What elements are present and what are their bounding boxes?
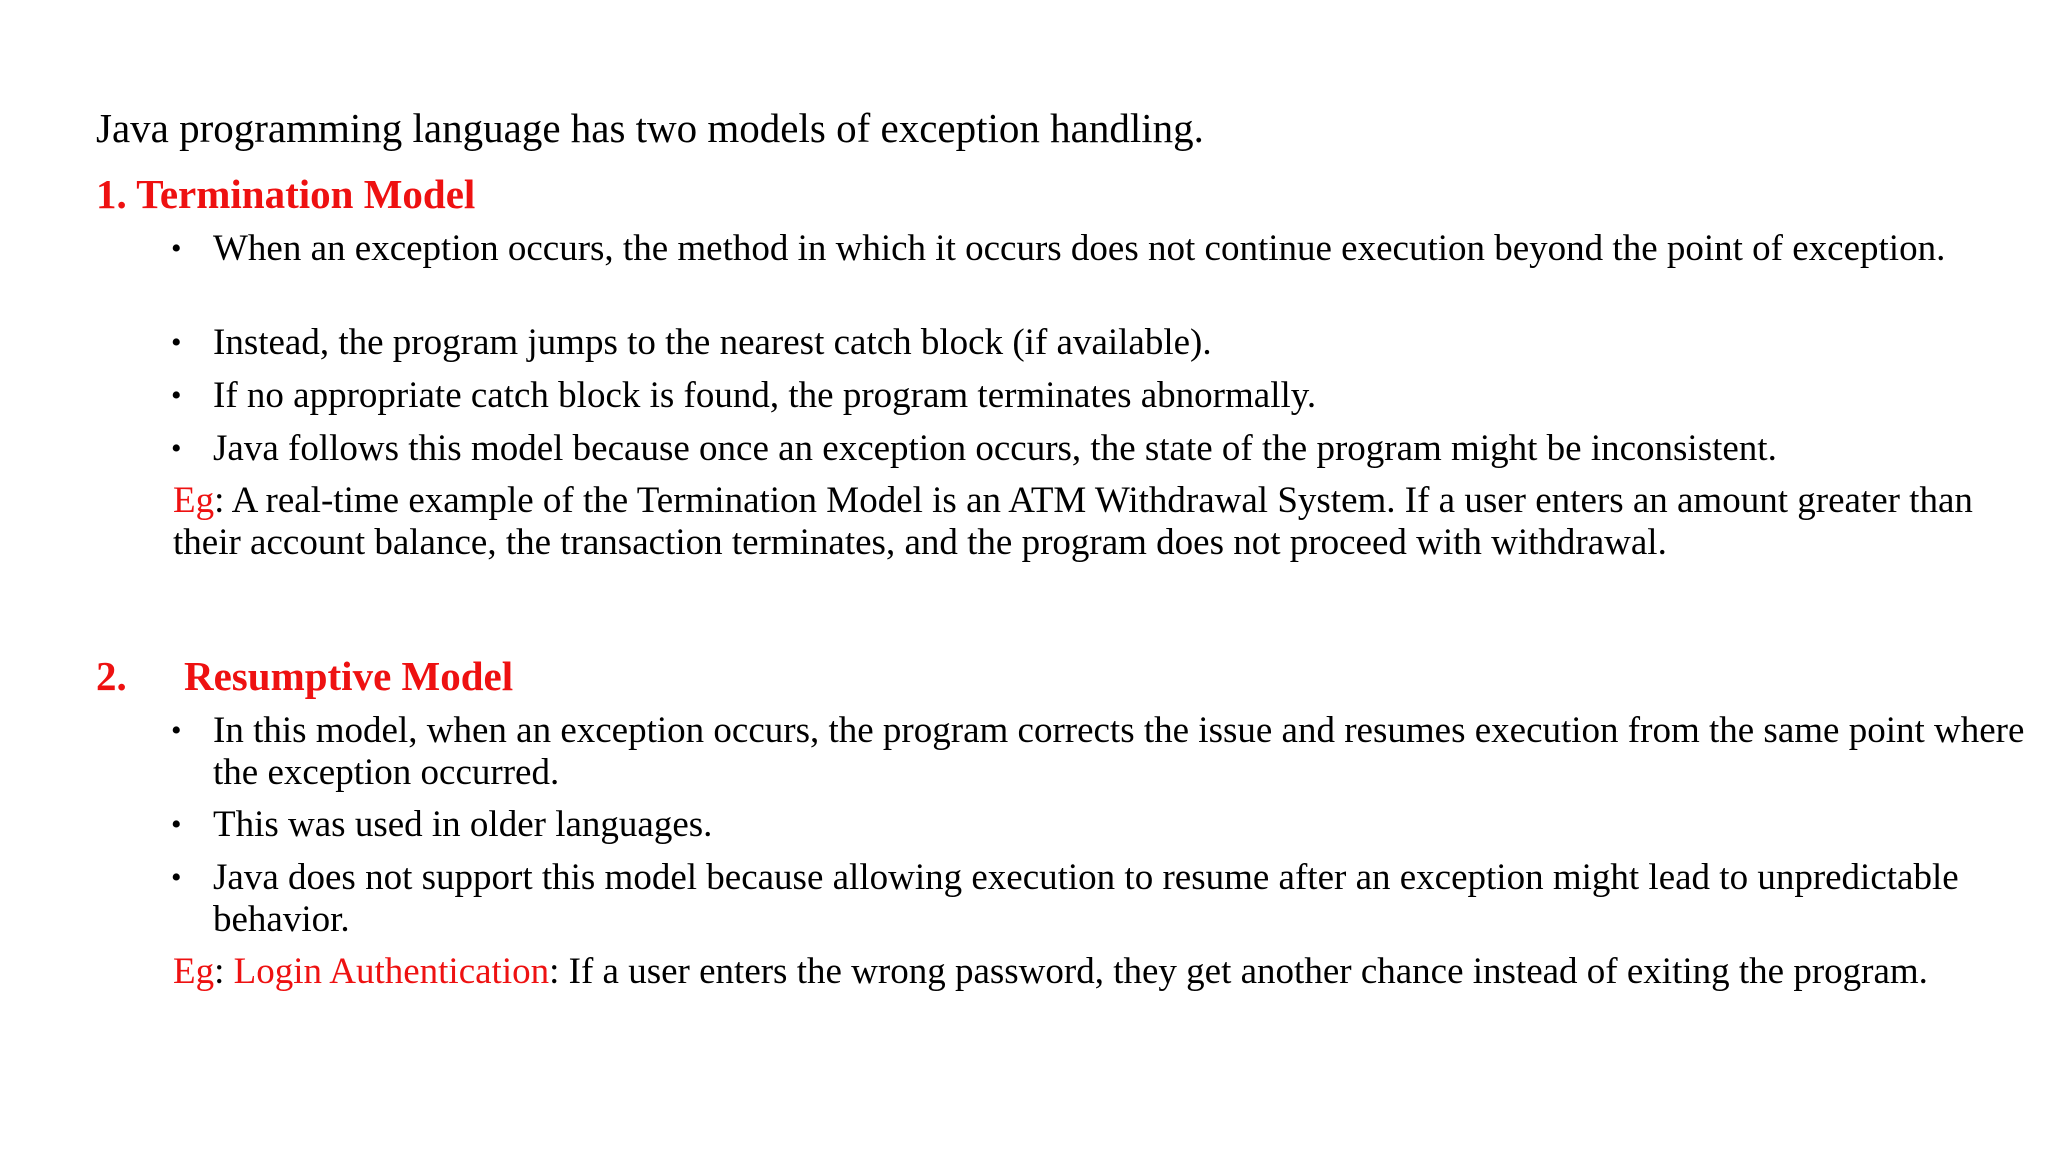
list-item [171, 322, 2031, 364]
section-number: 1. [96, 171, 127, 217]
list-item [171, 375, 2031, 417]
section-number: 2. [96, 653, 127, 699]
list-item [171, 428, 2031, 470]
bullet-icon: • [171, 861, 182, 894]
example-text: If a user enters the wrong password, they get another chance instead of exiting the program. [568, 951, 1928, 992]
bullet-icon: • [171, 808, 182, 841]
list-item [171, 228, 2031, 270]
bullet-icon: • [171, 232, 182, 265]
example-termination [173, 480, 2035, 564]
list-item [171, 804, 2031, 846]
bullet-icon: • [171, 379, 182, 412]
example-label: Eg [173, 951, 215, 992]
bullet-text: Instead, the program jumps to the nearest catch block (if available). [213, 322, 1212, 363]
intro-text: Java programming language has two models of exception handling. [96, 105, 1204, 151]
bullet-text: If no appropriate catch block is found, the program terminates abnormally. [213, 375, 1317, 416]
bullet-text: Java follows this model because once an exception occurs, the state of the program might be inconsistent. [213, 428, 1777, 469]
bullet-icon: • [171, 326, 182, 359]
bullet-icon: • [171, 714, 182, 747]
list-item [171, 710, 2031, 794]
example-label: Eg [173, 480, 215, 521]
section-title: Termination Model [136, 171, 476, 217]
example-separator: : [214, 480, 232, 521]
bullet-text: When an exception occurs, the method in which it occurs does not continue execution beyond the point of exception. [213, 228, 1946, 269]
section-title: Resumptive Model [184, 653, 514, 699]
example-text: A real-time example of the Termination Model is an ATM Withdrawal System. If a user enters an amount greater than their account balance, the transaction terminates, and the program does not proceed with withdrawal. [173, 480, 1973, 563]
section-heading-resumptive [96, 650, 513, 702]
bullet-text: In this model, when an exception occurs, the program corrects the issue and resumes execution from the same point where the exception occurred. [213, 710, 2025, 793]
list-item [171, 857, 2031, 941]
example-separator: : [214, 951, 234, 992]
example-resumptive [173, 951, 2035, 993]
bullet-text: This was used in older languages. [213, 804, 713, 845]
bullet-icon: • [171, 432, 182, 465]
example-highlight: Login Authentication [233, 951, 550, 992]
example-separator: : [549, 951, 569, 992]
bullet-text: Java does not support this model because allowing execution to resume after an exception might lead to unpredictable behavior. [213, 857, 1959, 940]
section-heading-termination [96, 168, 475, 220]
